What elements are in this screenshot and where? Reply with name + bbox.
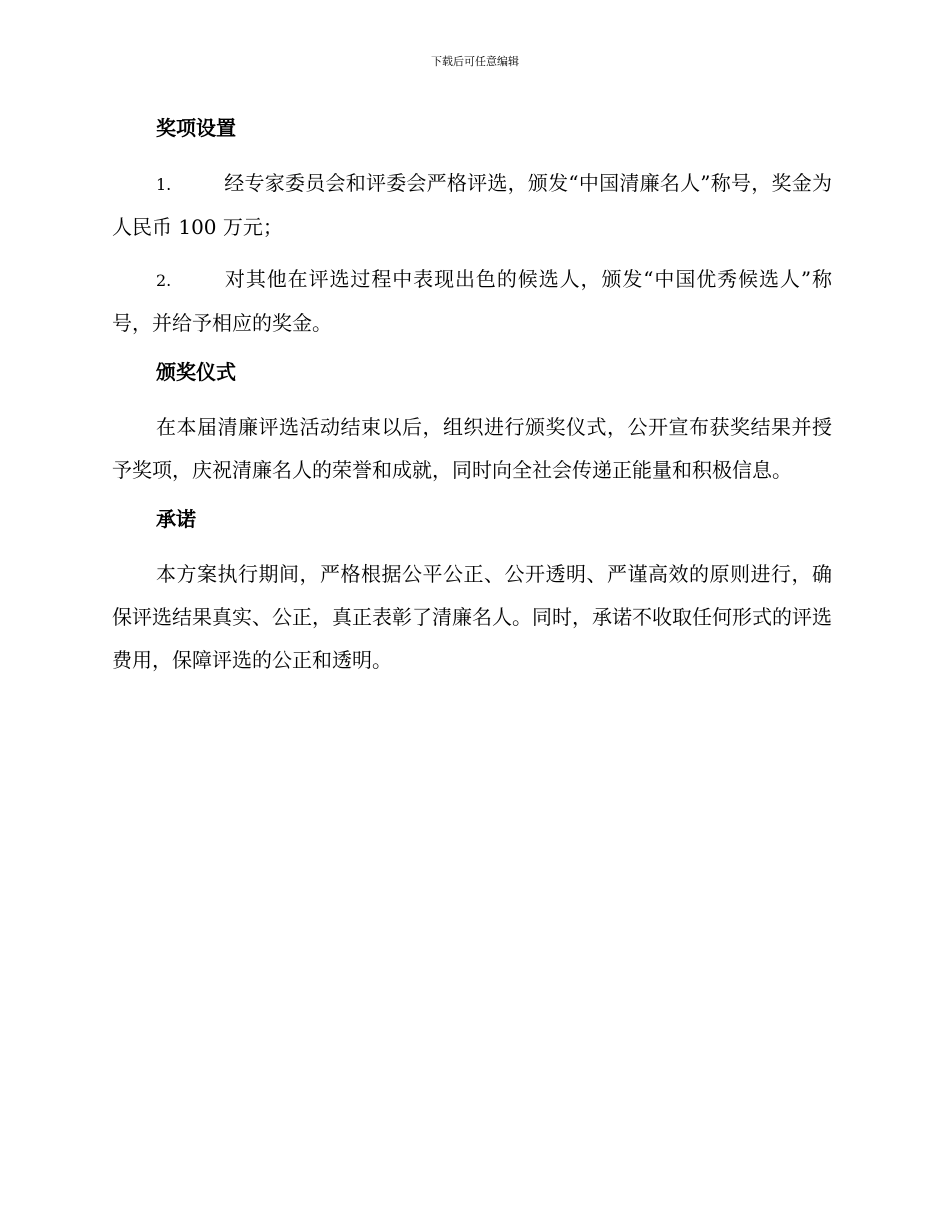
promise-paragraph: 本方案执行期间，严格根据公平公正、公开透明、严谨高效的原则进行，确保评选结果真实、公正，真正表彰了清廉名人。同时，承诺不收取任何形式的评选费用，保障评选的公正和透明。 [112, 562, 832, 672]
section-heading-ceremony: 颁奖仪式 [156, 360, 236, 384]
list-text: 经专家委员会和评委会严格评选，颁发“中国清廉名人”称号，奖金为人民币 100 万元； [112, 171, 832, 239]
header-note: 下载后可任意编辑 [431, 55, 519, 68]
section-heading-awards: 奖项设置 [156, 116, 236, 140]
document-body [112, 110, 832, 691]
list-text: 对其他在评选过程中表现出色的候选人，颁发“中国优秀候选人”称号，并给予相应的奖金。 [112, 267, 832, 335]
list-number: 2. [156, 271, 172, 290]
award-item-2 [112, 258, 832, 345]
list-number: 1. [156, 175, 172, 194]
section-heading-promise: 承诺 [156, 507, 196, 531]
ceremony-paragraph: 在本届清廉评选活动结束以后，组织进行颁奖仪式，公开宣布获奖结果并授予奖项，庆祝清廉名人的荣誉和成就，同时向全社会传递正能量和积极信息。 [112, 415, 832, 482]
award-item-1 [112, 162, 832, 249]
